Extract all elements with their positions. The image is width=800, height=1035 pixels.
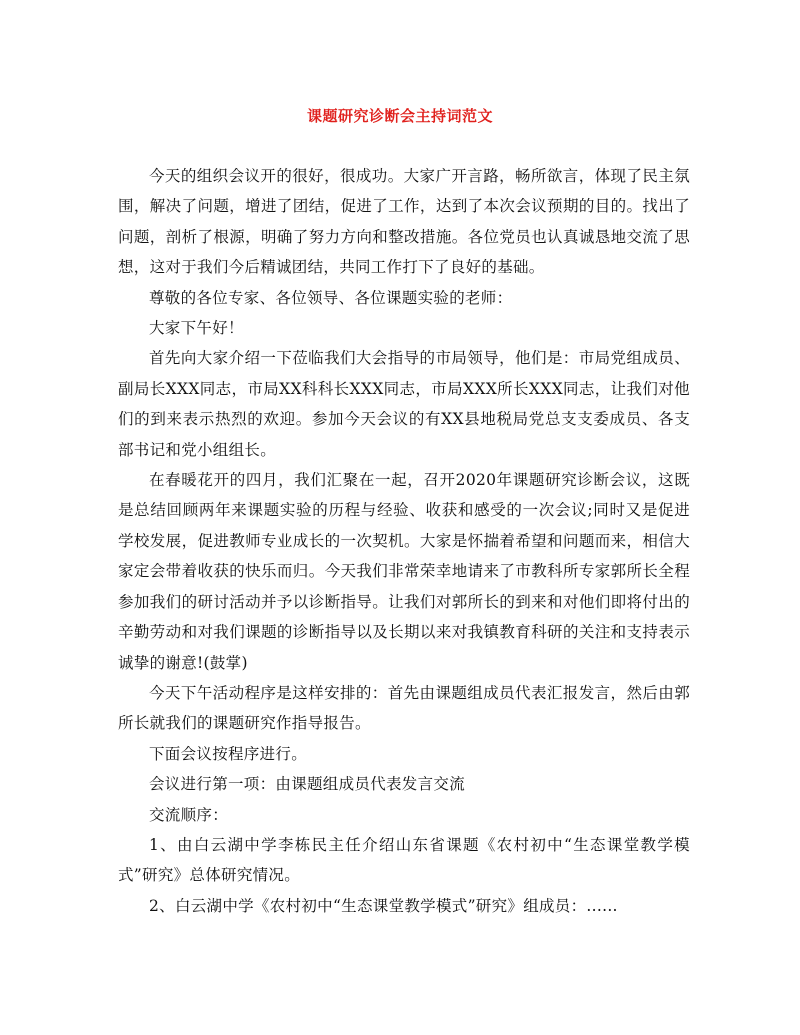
paragraph-closing-remarks: 今天的组织会议开的很好，很成功。大家广开言路，畅所欲言，体现了民主氛围，解决了问题，增进了团结，促进了工作，达到了本次会议预期的目的。找出了问题，剖析了根源，明确了努力方向和整改措施。各位党员也认真诚恳地交流了思想，这对于我们今后精诚团结，共同工作打下了良好的基础。 xyxy=(118,167,690,277)
document-body xyxy=(118,161,690,921)
paragraph-agenda: 今天下午活动程序是这样安排的：首先由课题组成员代表汇报发言，然后由郭所长就我们的课题研究作指导报告。 xyxy=(118,683,690,733)
list-item-2: 2、白云湖中学《农村初中“生态课堂教学模式”研究》组成员：...... xyxy=(149,896,618,915)
paragraph-greeting: 大家下午好！ xyxy=(149,319,244,338)
paragraph-meeting-purpose: 在春暖花开的四月，我们汇聚在一起，召开2020年课题研究诊断会议，这既是总结回顾两年来课题实验的历程与经验、收获和感受的一次会议;同时又是促进学校发展，促进教师专业成长的一次契机。大家是怀揣着希望和问题而来，相信大家定会带着收获的快乐而归。今天我们非常荣幸地请来了市教科所专家郭所长全程参加我们的研讨活动并予以诊断指导。让我们对郭所长的到来和对他们即将付出的辛勤劳动和对我们课题的诊断指导以及长期以来对我镇教育科研的关注和支持表示诚挚的谢意!(鼓掌) xyxy=(118,471,690,672)
paragraph-item-one: 会议进行第一项：由课题组成员代表发言交流 xyxy=(149,775,466,794)
paragraph-proceed: 下面会议按程序进行。 xyxy=(149,744,308,763)
paragraph-leader-introduction: 首先向大家介绍一下莅临我们大会指导的市局领导，他们是：市局党组成员、副局长XXX同志，市局XX科科长XXX同志，市局XXX所长XXX同志，让我们对他们的到来表示热烈的欢迎。参加今天会议的有XX县地税局党总支支委成员、各支部书记和党小组组长。 xyxy=(118,349,690,459)
paragraph-salutation: 尊敬的各位专家、各位领导、各位课题实验的老师： xyxy=(149,288,513,307)
paragraph-exchange-order: 交流顺序： xyxy=(149,805,229,824)
list-item-1: 1、由白云湖中学李栋民主任介绍山东省课题《农村初中“生态课堂教学模式”研究》总体研究情况。 xyxy=(118,835,690,885)
document-title: 课题研究诊断会主持词范文 xyxy=(306,107,493,125)
